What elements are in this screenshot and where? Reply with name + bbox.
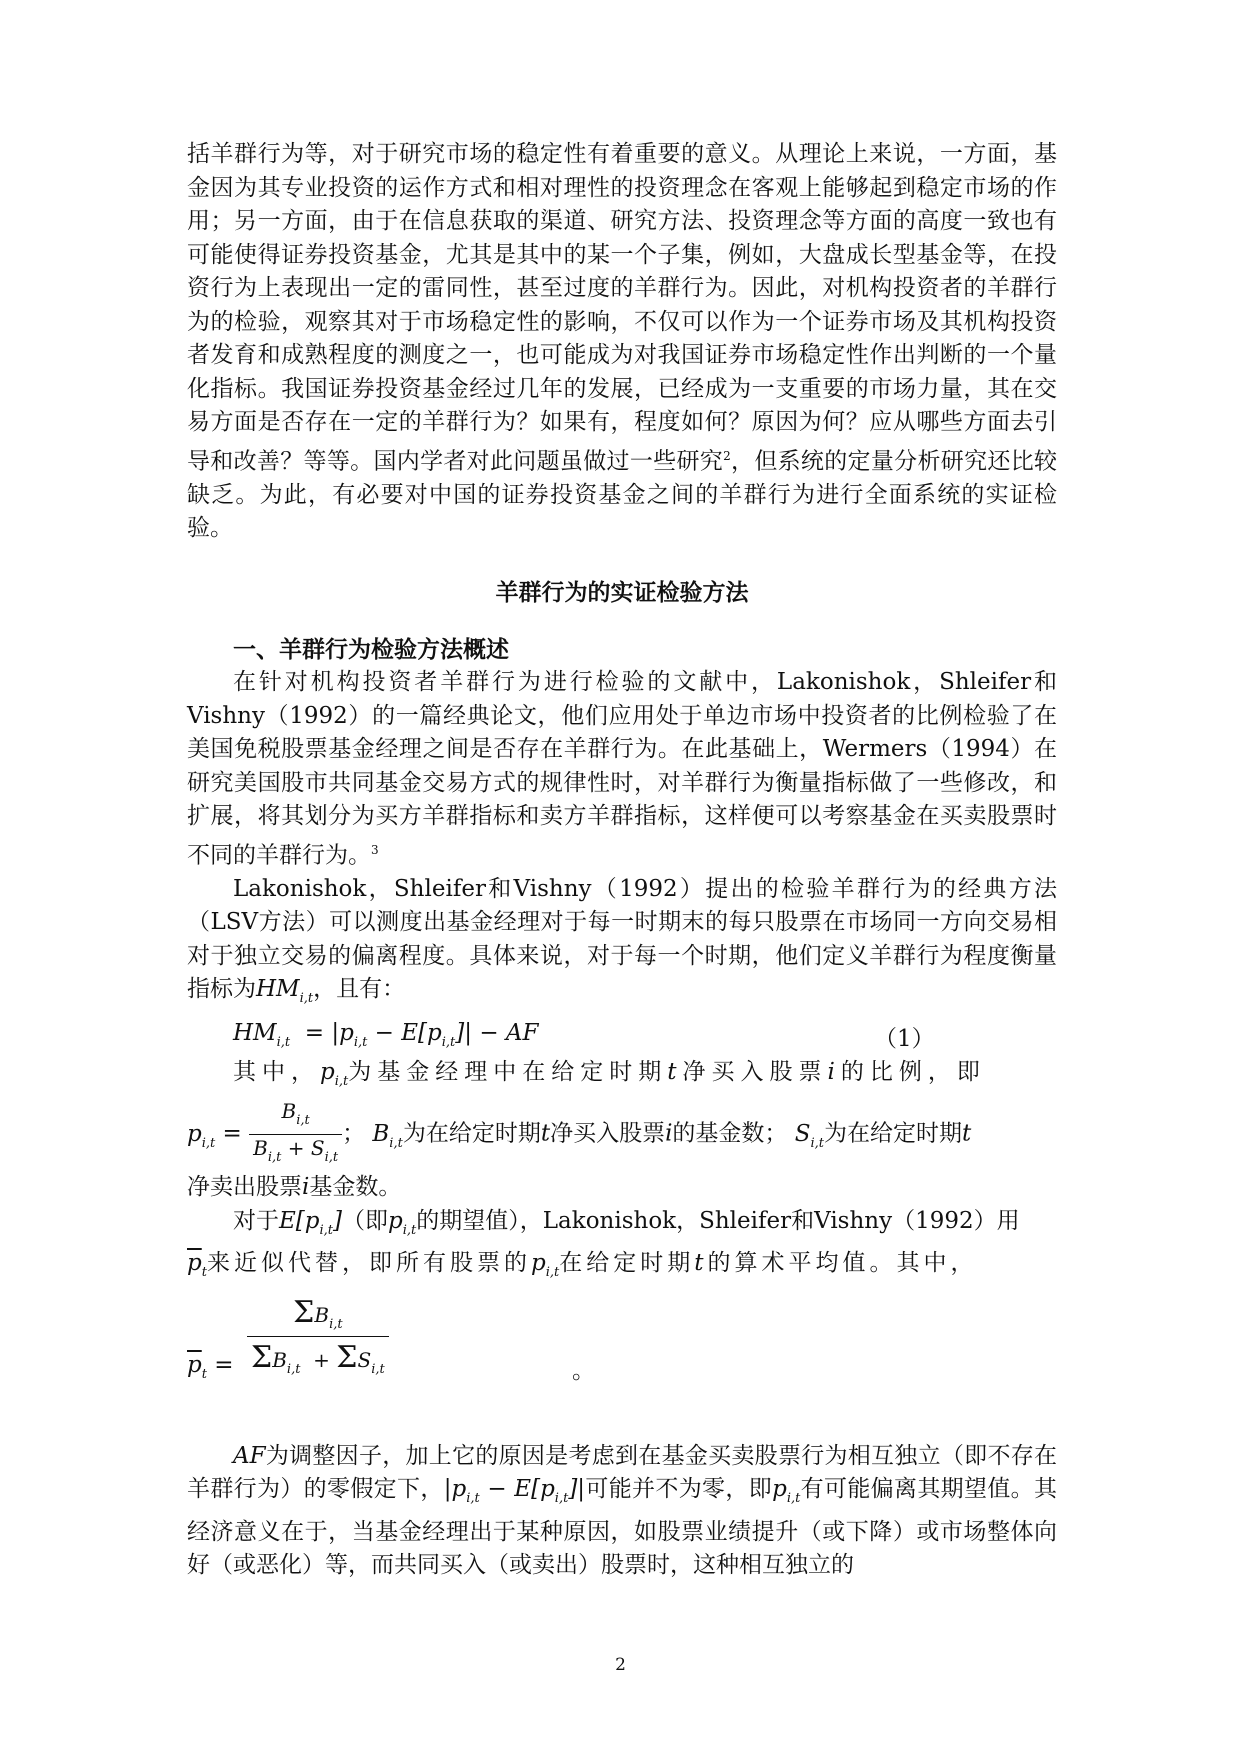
p-symbol: $p_{i,t}$	[187, 1120, 216, 1151]
equation-1-number: （1）	[874, 1025, 935, 1052]
paragraph-expectation: 对于$E[p_{i,t}]$（即$p_{i,t}$的期望值），Lakonishok，Shleifer和Vishny（1992）用	[233, 1207, 1020, 1238]
paragraph-literature: 在针对机构投资者羊群行为进行检验的文献中，Lakonishok，Shleifer和Vishny（1992）的一篇经典论文，他们应用处于单边市场中投资者的比例检验了在美国免税股票基金经理之间是否存在羊群行为。在此基础上，Wermers（1994）在研究美国股市共同基金交易方式的规律性时，对羊群行为衡量指标做了一些修改，和扩展，将其划分为买方羊群指标和卖方羊群指标，这样便可以考察基金在买卖股票时不同的羊群行为。$^3$	[187, 669, 1057, 869]
equation-1	[187, 1016, 1057, 1056]
page-number: 2	[615, 1655, 626, 1675]
equation-mean-p: $\overline{p}_t$ = $\Sigma B_{i,t}$ $\Sigma B_{i,t} + \Sigma S_{i,t}$ 。	[187, 1294, 595, 1384]
hm-symbol: $HM_{i,t}$	[256, 976, 314, 1007]
paragraph-intro: 括羊群行为等，对于研究市场的稳定性有着重要的意义。从理论上来说，一方面，基金因为其专业投资的运作方式和相对理性的投资理念在客观上能够起到稳定市场的作用；另一方面，由于在信息获取的渠道、研究方法、投资理念等方面的高度一致也有可能使得证券投资基金，尤其是其中的某一个子集，例如，大盘成长型基金等，在投资行为上表现出一定的雷同性，甚至过度的羊群行为。因此，对机构投资者的羊群行为的检验，观察其对于市场稳定性的影响，不仅可以作为一个证券市场及其机构投资者发育和成熟程度的测度之一，也可能成为对我国证券市场稳定性作出判断的一个量化指标。我国证券投资基金经过几年的发展，已经成为一支重要的市场力量，其在交易方面是否存在一定的羊群行为？如果有，程度如何？原因为何？应从哪些方面去引导和改善？等等。国内学者对此问题虽做过一些研究$^2$，但系统的定量分析研究还比较缺乏。为此，有必要对中国的证券投资基金之间的羊群行为进行全面系统的实证检验。	[187, 141, 1058, 542]
paragraph-def-p: 其中，$p_{i,t}$为基金经理中在给定时期t净买入股票i的比例，即	[233, 1058, 986, 1089]
footnote-ref-2[interactable]: 2	[723, 448, 731, 463]
subsection-heading: 一、羊群行为检验方法概述	[233, 635, 509, 663]
mean-p-fraction: $\Sigma B_{i,t}$ $\Sigma B_{i,t} + \Sigma S_{i,t}$	[247, 1298, 389, 1377]
paragraph-adjustment: AF为调整因子，加上它的原因是考虑到在基金买卖股票行为相互独立（即不存在羊群行为）的零假定下，$|p_{i,t} - E[p_{i,t}]|$可能并不为零，即$p_{i,t}$有可能偏离其期望值。其经济意义在于，当基金经理出于某种原因，如股票业绩提升（或下降）或市场整体向好（或恶化）等，而共同买入（或卖出）股票时，这种相互独立的	[187, 1442, 1058, 1579]
p-fraction: $\frac{B_{i,t}}{B_{i,t} + S_{i,t}}$	[249, 1098, 342, 1171]
paragraph-mean: $\overline{p}_t$来近似代替，即所有股票的$p_{i,t}$在给定时期t的算术平均值。其中，	[187, 1250, 978, 1281]
document-page	[187, 138, 1057, 1583]
paragraph-def-p-fraction: $p_{i,t}$ = $\frac{B_{i,t}}{B_{i,t} + S_{i,t}}$ ； $B_{i,t}$为在给定时期t净买入股票i的基金数； $S_{i,t}$为在给定时期t	[187, 1098, 1057, 1171]
footnote-ref-3[interactable]: 3	[371, 842, 379, 857]
paragraph-lsv: Lakonishok，Shleifer和Vishny（1992）提出的检验羊群行为的经典方法（LSV方法）可以测度出基金经理对于每一时期末的每只股票在市场同一方向交易相对于独立交易的偏离程度。具体来说，对于每一个时期，他们定义羊群行为程度衡量指标为$HM_{i,t}$，且有：	[187, 875, 1057, 1007]
paragraph-def-s: 净卖出股票i基金数。	[187, 1174, 402, 1201]
section-heading: 羊群行为的实证检验方法	[495, 578, 749, 606]
equation-1-formula: $HM_{i,t} = |p_{i,t} - E[p_{i,t}]|$ − AF	[233, 1019, 539, 1050]
